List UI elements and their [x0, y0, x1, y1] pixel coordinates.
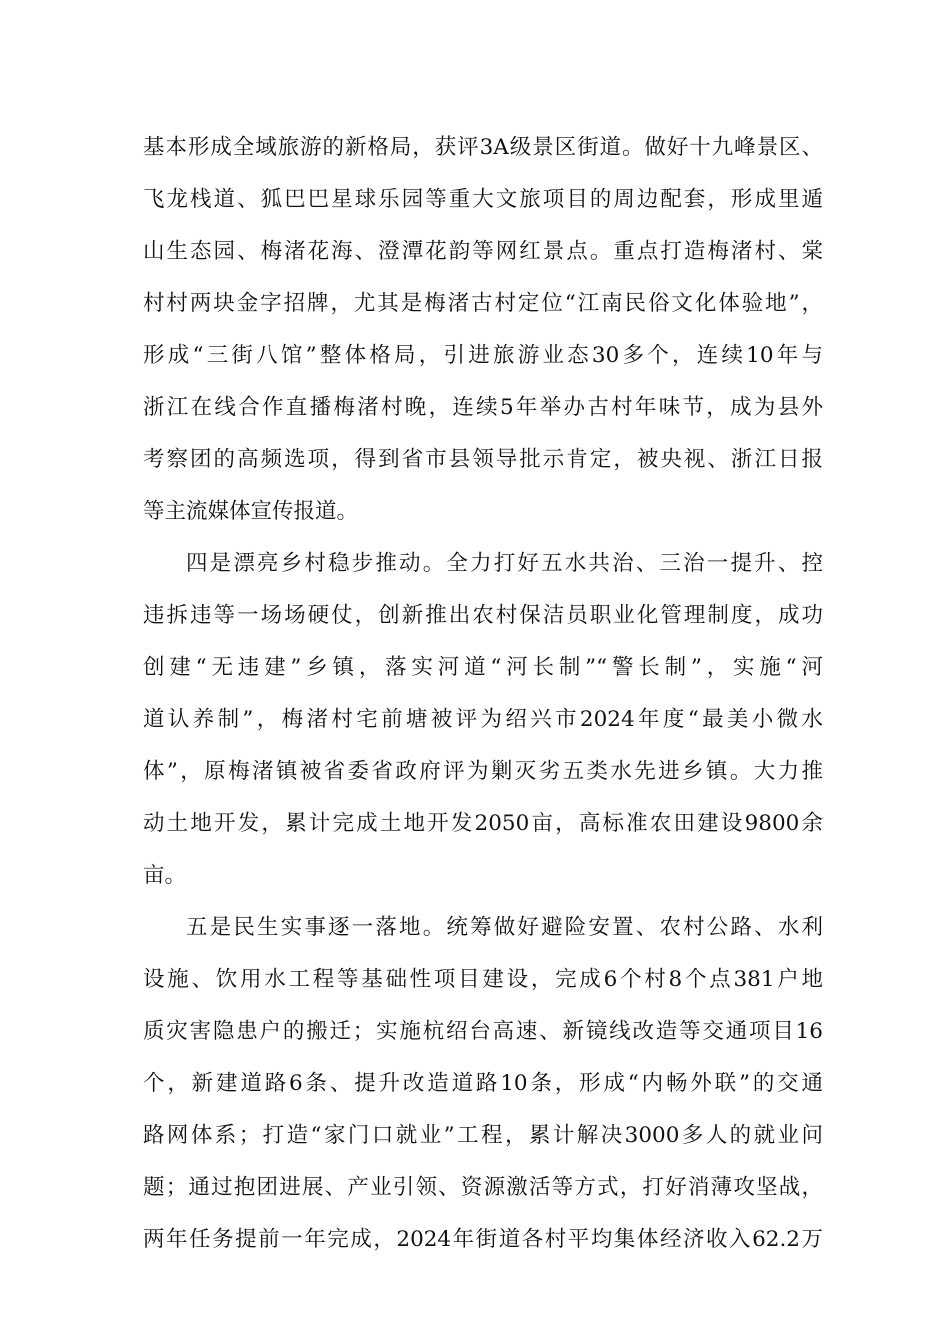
text-line: 路网体系；打造“家门口就业”工程，累计解决3000多人的就业问	[143, 1123, 823, 1148]
text-line: 题；通过抱团进展、产业引领、资源激活等方式，打好消薄攻坚战，	[143, 1175, 823, 1200]
text-line: 两年任务提前一年完成，2024年街道各村平均集体经济收入62.2万	[143, 1227, 823, 1252]
text-line: 亩。	[143, 863, 187, 888]
text-line: 创建“无违建”乡镇，落实河道“河长制”“警长制”，实施“河	[143, 655, 823, 680]
text-line: 体”，原梅渚镇被省委省政府评为剿灭劣五类水先进乡镇。大力推	[143, 759, 823, 784]
text-line: 等主流媒体宣传报道。	[143, 499, 359, 524]
text-line: 山生态园、梅渚花海、澄潭花韵等网红景点。重点打造梅渚村、棠	[143, 239, 823, 264]
text-line: 形成“三街八馆”整体格局，引进旅游业态30多个，连续10年与	[143, 343, 823, 368]
text-line: 设施、饮用水工程等基础性项目建设，完成6个村8个点381户地	[143, 967, 823, 992]
text-line: 飞龙栈道、狐巴巴星球乐园等重大文旅项目的周边配套，形成里遁	[143, 187, 823, 212]
paragraph-5-first-line: 五是民生实事逐一落地。统筹做好避险安置、农村公路、水利	[186, 915, 823, 940]
text-line: 村村两块金字招牌，尤其是梅渚古村定位“江南民俗文化体验地”，	[143, 291, 823, 316]
text-line: 道认养制”，梅渚村宅前塘被评为绍兴市2024年度“最美小微水	[143, 707, 823, 732]
text-line: 浙江在线合作直播梅渚村晚，连续5年举办古村年味节，成为县外	[143, 395, 823, 420]
text-line: 个，新建道路6条、提升改造道路10条，形成“内畅外联”的交通	[143, 1071, 823, 1096]
text-line: 违拆违等一场场硬仗，创新推出农村保洁员职业化管理制度，成功	[143, 603, 823, 628]
text-line: 动土地开发，累计完成土地开发2050亩，高标准农田建设9800余	[143, 811, 823, 836]
text-line: 基本形成全域旅游的新格局，获评3A级景区街道。做好十九峰景区、	[143, 135, 823, 160]
text-line: 考察团的高频选项，得到省市县领导批示肯定，被央视、浙江日报	[143, 447, 823, 472]
text-line: 质灾害隐患户的搬迁；实施杭绍台高速、新镜线改造等交通项目16	[143, 1019, 823, 1044]
paragraph-4-first-line: 四是漂亮乡村稳步推动。全力打好五水共治、三治一提升、控	[186, 551, 823, 576]
